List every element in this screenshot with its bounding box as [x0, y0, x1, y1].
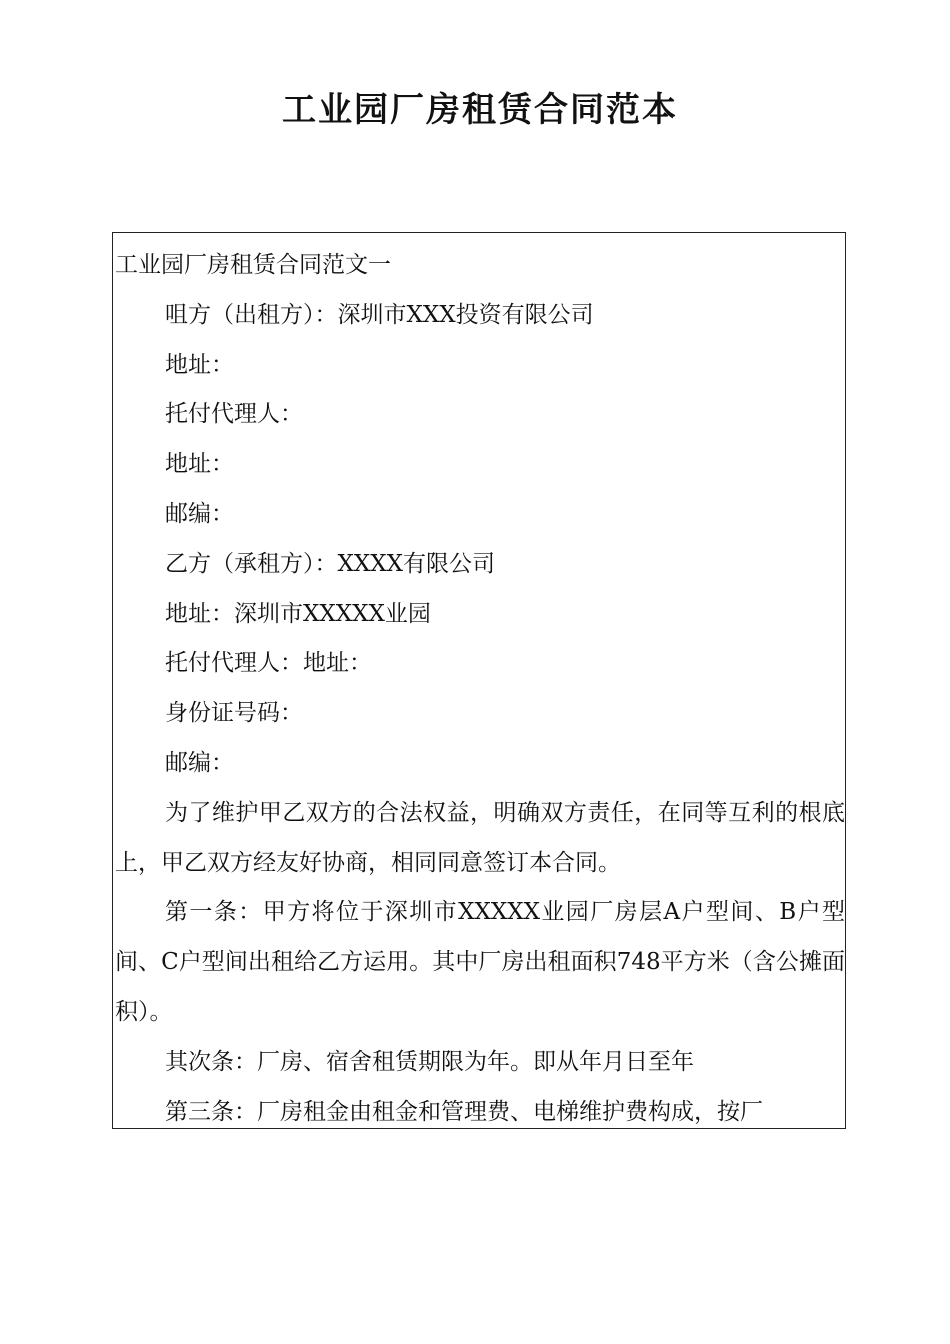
content-body	[113, 233, 845, 1129]
paragraph-party-a-postcode: 邮编：	[165, 500, 234, 527]
paragraph-party-b-address: 地址：深圳市XXXXX业园	[165, 600, 431, 627]
document-title: 工业园厂房租赁合同范本	[282, 90, 678, 130]
paragraph-party-b-agent: 托付代理人：地址：	[165, 650, 372, 677]
paragraph-article-3: 第三条：厂房租金由租金和管理费、电梯维护费构成，按厂	[165, 1098, 763, 1125]
paragraph-preamble: 为了维护甲乙双方的合法权益，明确双方责任，在同等互利的根底上，甲乙双方经友好协商，相同同意签订本合同。	[115, 799, 845, 876]
paragraph-article-1: 第一条：甲方将位于深圳市XXXXX业园厂房层A户型间、B户型间、C户型间出租给乙方运用。其中厂房出租面积748平方米（含公摊面积）。	[115, 899, 845, 1025]
paragraph-party-a: 咀方（出租方）：深圳市XXX投资有限公司	[165, 301, 594, 328]
paragraph-party-b-postcode: 邮编：	[165, 749, 234, 776]
content-box	[112, 232, 846, 1129]
paragraph-article-2: 其次条：厂房、宿舍租赁期限为年。即从年月日至年	[165, 1048, 694, 1075]
paragraph-party-a-agent-address: 地址：	[165, 451, 234, 478]
paragraph-party-b: 乙方（承租方）：XXXX有限公司	[165, 550, 495, 577]
paragraph-party-b-id-number: 身份证号码：	[165, 700, 303, 727]
paragraph-party-a-agent: 托付代理人：	[165, 401, 303, 428]
paragraph-party-a-address: 地址：	[165, 351, 234, 378]
paragraph-subtitle: 工业园厂房租赁合同范文一	[115, 252, 391, 278]
